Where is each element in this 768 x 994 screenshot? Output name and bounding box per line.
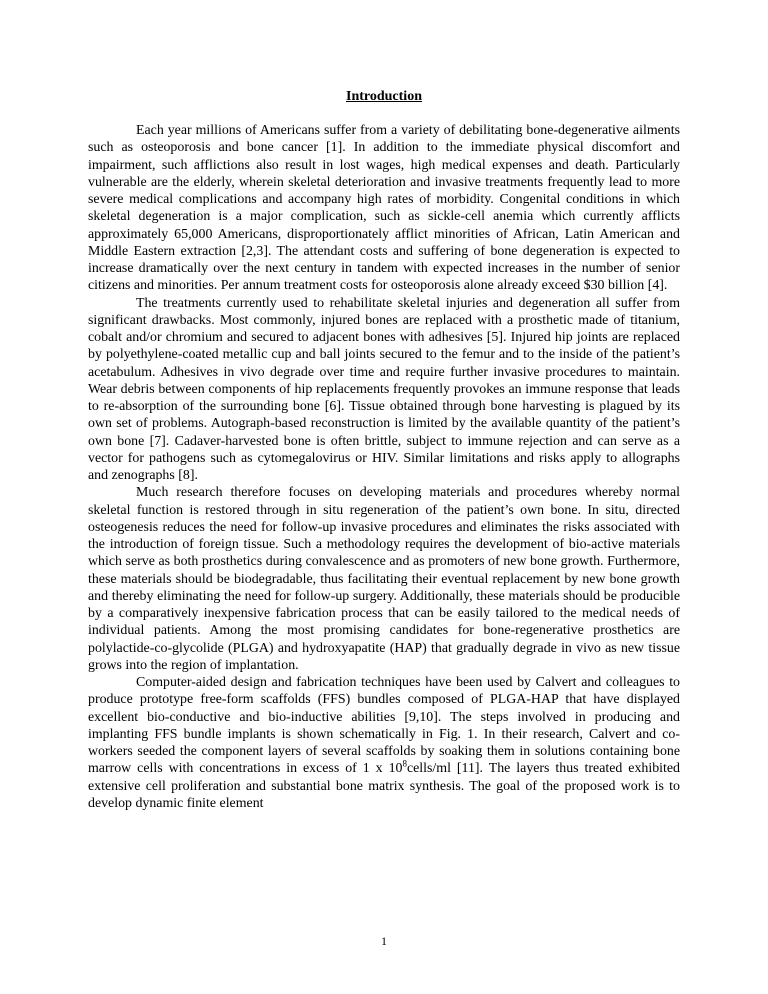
paragraph-3: Much research therefore focuses on developing materials and procedures whereby normal skeletal function is restored through in situ regeneration of the patient’s own bone. In situ, directed osteogenesis reduces the need for follow-up invasive procedures and eliminates the risks associated with the introduction of foreign tissue. Such a methodology requires the development of bio-active materials which serve as both prosthetics during convalescence and as promoters of new bone growth. Furthermore, these materials should be biodegradable, thus facilitating their eventual replacement by new bone growth and thereby eliminating the need for follow-up surgery. Additionally, these materials should be producible by a comparatively inexpensive fabrication process that can be easily tailored to the medical needs of individual patients. Among the most promising candidates for bone-regenerative prosthetics are polylactide-co-glycolide (PLGA) and hydroxyapatite (HAP) that gradually degrade in vivo as new tissue grows into the region of implantation.: [88, 485, 680, 673]
page-number: 1: [381, 934, 387, 948]
paragraph-2: The treatments currently used to rehabilitate skeletal injuries and degeneration all suffer from significant drawbacks. Most commonly, injured bones are replaced with a prosthetic made of titanium, cobalt and/or chromium and secured to adjacent bones with adhesives [5]. Injured hip joints are replaced by polyethylene-coated metallic cup and ball joints secured to the femur and to the inside of the patient’s acetabulum. Adhesives in vivo degrade over time and require further invasive procedures to maintain. Wear debris between components of hip replacements frequently provokes an immune response that leads to re-absorption of the surrounding bone [6]. Tissue obtained through bone harvesting is plagued by its own set of problems. Autograph-based reconstruction is limited by the available quantity of the patient’s own bone [7]. Cadaver-harvested bone is often brittle, subject to immune rejection and can serve as a vector for pathogens such as cytomegalovirus or HIV. Similar limitations and risks apply to allographs and zenographs [8].: [88, 295, 680, 483]
document-page: [88, 88, 680, 812]
section-title: Introduction: [346, 89, 422, 104]
paragraph-4-text-a: Computer-aided design and fabrication techniques have been used by Calvert and colleagues to produce prototype free-form scaffolds (FFS) bundles composed of PLGA-HAP that have displayed excellent bio-conductive and bio-inductive abilities [9,10]. The steps involved in producing and implanting FFS bundle implants is shown schematically in Fig. 1. In their research, Calvert and co-workers seeded the component layers of several scaffolds by soaking them in solutions containing bone marrow cells with concentrations in excess of 1 x 10: [88, 675, 680, 777]
paragraph-4-text-b: cells/ml [11]. The layers thus treated exhibited extensive cell proliferation and substantial bone matrix synthesis. The goal of the proposed work is to develop dynamic finite element: [88, 761, 680, 811]
exponent-superscript: 8: [402, 758, 407, 769]
paragraph-1: Each year millions of Americans suffer from a variety of debilitating bone-degenerative ailments such as osteoporosis and bone cancer [1]. In addition to the immediate physical discomfort and impairment, such afflictions also result in lost wages, high medical expenses and death. Particularly vulnerable are the elderly, wherein skeletal deterioration and invasive treatments frequently lead to more severe medical complications and accompany high rates of morbidity. Congenital conditions in which skeletal degeneration is a major complication, such as sickle-cell anemia which currently afflicts approximately 65,000 Americans, disproportionately afflict minorities of African, Latin American and Middle Eastern extraction [2,3]. The attendant costs and suffering of bone degeneration is expected to increase dramatically over the next century in tandem with expected increases in the number of senior citizens and minorities. Per annum treatment costs for osteoporosis alone already exceed $30 billion [4].: [88, 123, 680, 294]
paragraph-4: [88, 674, 680, 812]
